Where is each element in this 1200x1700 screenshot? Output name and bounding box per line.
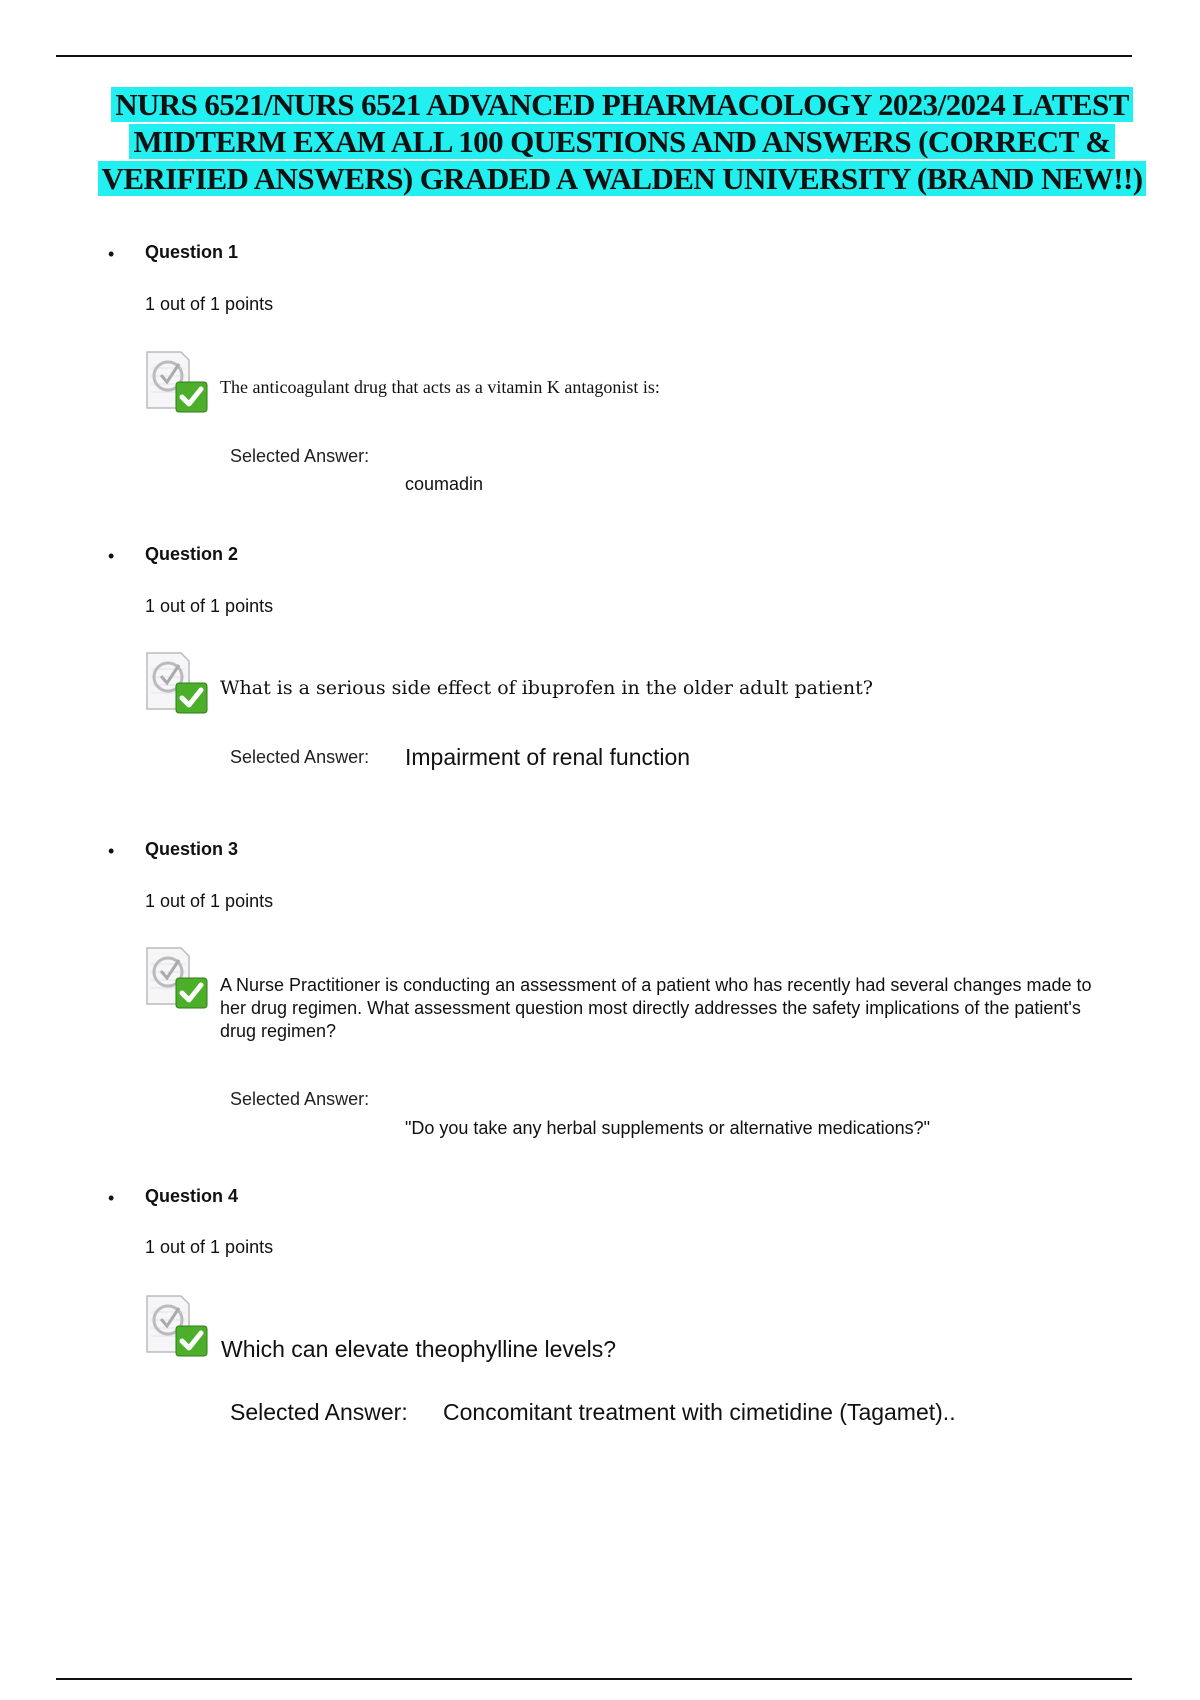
title-line: VERIFIED ANSWERS) GRADED A WALDEN UNIVERSITY (BRAND NEW!!) xyxy=(98,161,1147,196)
correct-check-icon xyxy=(143,649,209,715)
selected-answer-label: Selected Answer: xyxy=(230,747,370,767)
question-text: The anticoagulant drug that acts as a vitamin K antagonist is: xyxy=(220,377,660,397)
question-label: Question 3 xyxy=(145,839,239,859)
question-text xyxy=(220,974,1092,1043)
selected-answer: "Do you take any herbal supplements or alternative medications?" xyxy=(405,1118,931,1138)
selected-answer-label: Selected Answer: xyxy=(230,1399,408,1425)
bullet: • xyxy=(108,1188,115,1208)
selected-answer: Concomitant treatment with cimetidine (Tagamet).. xyxy=(443,1399,956,1425)
bottom-rule xyxy=(56,1678,1132,1680)
question-label: Question 1 xyxy=(145,242,239,262)
bullet: • xyxy=(108,841,115,861)
question-text-line: drug regimen? xyxy=(220,1021,337,1041)
bullet: • xyxy=(108,244,115,264)
points-text: 1 out of 1 points xyxy=(145,891,274,911)
selected-answer: Impairment of renal function xyxy=(405,744,691,770)
selected-answer: coumadin xyxy=(405,474,484,494)
selected-answer-label: Selected Answer: xyxy=(230,1089,370,1109)
question-text: What is a serious side effect of ibuprofen in the older adult patient? xyxy=(220,677,873,699)
correct-check-icon xyxy=(143,944,209,1010)
selected-answer-label: Selected Answer: xyxy=(230,446,370,466)
points-text: 1 out of 1 points xyxy=(145,1237,274,1257)
correct-check-icon xyxy=(143,1292,209,1358)
correct-check-icon xyxy=(143,348,209,414)
question-label: Question 4 xyxy=(145,1186,239,1206)
bullet: • xyxy=(108,546,115,566)
points-text: 1 out of 1 points xyxy=(145,596,274,616)
question-label: Question 2 xyxy=(145,544,239,564)
top-rule xyxy=(56,55,1132,57)
question-text-line: A Nurse Practitioner is conducting an assessment of a patient who has recently had several changes made to xyxy=(220,975,1092,995)
document-title xyxy=(60,86,1184,197)
title-line: MIDTERM EXAM ALL 100 QUESTIONS AND ANSWERS (CORRECT & xyxy=(129,124,1114,159)
points-text: 1 out of 1 points xyxy=(145,294,274,314)
question-text-line: her drug regimen. What assessment question most directly addresses the safety implications of the patient's xyxy=(220,998,1081,1018)
question-text: Which can elevate theophylline levels? xyxy=(221,1336,617,1362)
title-line: NURS 6521/NURS 6521 ADVANCED PHARMACOLOGY 2023/2024 LATEST xyxy=(111,87,1133,122)
